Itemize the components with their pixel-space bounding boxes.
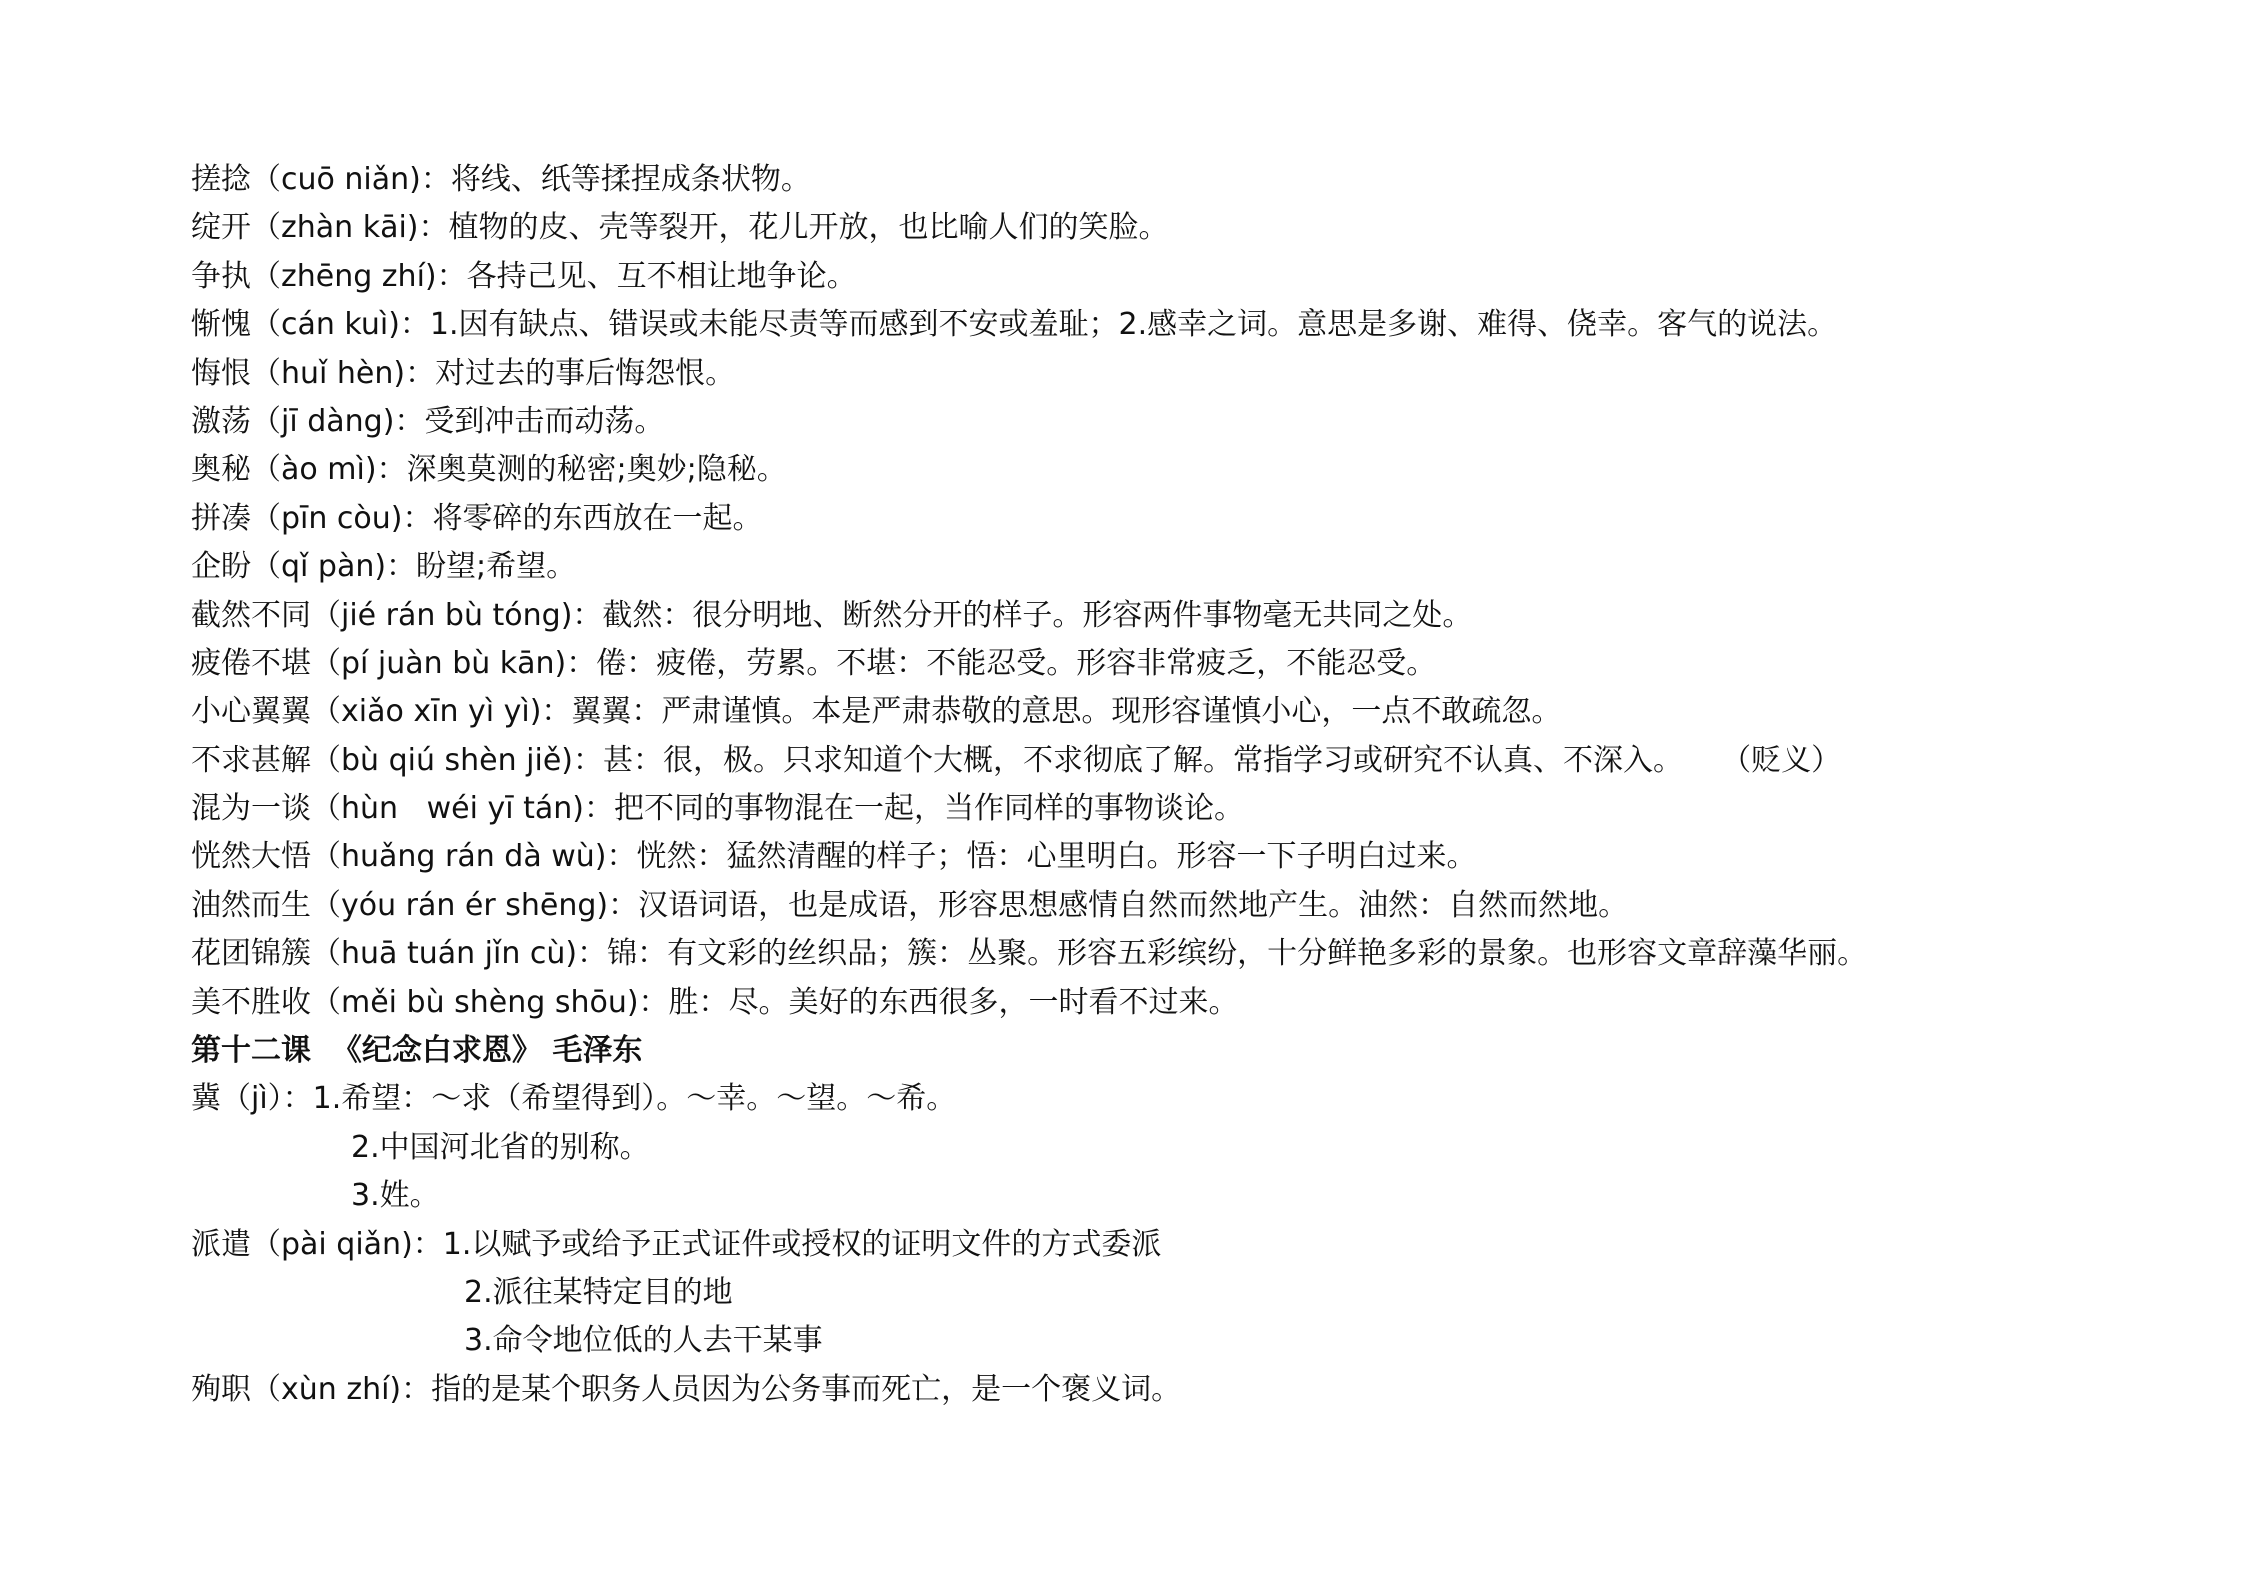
vocab-entry-xunzhi: 殉职（xùn zhí)：指的是某个职务人员因为公务事而死亡，是一个褒义词。 — [191, 1371, 1182, 1407]
vocab-entry-ji-sense: 2.中国河北省的别称。 — [351, 1129, 650, 1165]
vocab-entry: 混为一谈（hùn wéi yī tán)：把不同的事物混在一起，当作同样的事物谈论。 — [191, 791, 1245, 827]
vocab-entry: 小心翼翼（xiǎo xīn yì yì)：翼翼：严肃谨慎。本是严肃恭敬的意思。现形容谨慎小心，一点不敢疏忽。 — [191, 694, 1562, 730]
vocab-entry: 不求甚解（bù qiú shèn jiě)：甚：很，极。只求知道个大概，不求彻底了解。常指学习或研究不认真、不深入。 （贬义） — [191, 742, 1842, 778]
vocab-entry: 奥秘（ào mì)：深奥莫测的秘密;奥妙;隐秘。 — [191, 452, 787, 488]
vocab-entry: 拼凑（pīn còu)：将零碎的东西放在一起。 — [191, 500, 763, 536]
vocab-entry: 激荡（jī dàng)：受到冲击而动荡。 — [191, 403, 665, 439]
vocab-entry: 疲倦不堪（pí juàn bù kān)：倦：疲倦，劳累。不堪：不能忍受。形容非常疲乏，不能忍受。 — [191, 645, 1437, 681]
vocab-entry: 截然不同（jié rán bù tóng)：截然：很分明地、断然分开的样子。形容两件事物毫无共同之处。 — [191, 597, 1473, 633]
vocab-entry-ji-sense: 3.姓。 — [351, 1178, 440, 1214]
vocab-entry: 恍然大悟（huǎng rán dà wù)：恍然：猛然清醒的样子；悟：心里明白。形容一下子明白过来。 — [191, 839, 1477, 875]
vocab-entry: 悔恨（huǐ hèn)：对过去的事后悔怨恨。 — [191, 355, 736, 391]
vocab-entry: 争执（zhēng zhí)：各持己见、互不相让地争论。 — [191, 258, 857, 294]
vocab-entry: 绽开（zhàn kāi)：植物的皮、壳等裂开，花儿开放，也比喻人们的笑脸。 — [191, 210, 1169, 246]
vocab-entry: 美不胜收（měi bù shèng shōu)：胜：尽。美好的东西很多，一时看不过来。 — [191, 984, 1239, 1020]
vocab-entry-paiqian-sense: 3.命令地位低的人去干某事 — [464, 1323, 823, 1359]
vocab-entry-ji: 冀（jì）：1.希望：～求（希望得到）。～幸。～望。～希。 — [191, 1081, 957, 1117]
vocabulary-list — [191, 156, 2191, 1414]
vocab-entry-paiqian-sense: 2.派往某特定目的地 — [464, 1274, 733, 1310]
vocab-entry: 企盼（qǐ pàn)：盼望;希望。 — [191, 549, 577, 585]
vocab-entry: 搓捻（cuō niǎn)：将线、纸等揉捏成条状物。 — [191, 162, 811, 197]
vocab-entry: 油然而生（yóu rán ér shēng)：汉语词语，也是成语，形容思想感情自然而然地产生。油然：自然而然地。 — [191, 887, 1629, 923]
vocab-entry: 惭愧（cán kuì)：1.因有缺点、错误或未能尽责等而感到不安或羞耻；2.感幸之词。意思是多谢、难得、侥幸。客气的说法。 — [191, 307, 1838, 343]
lesson-heading: 第十二课 《纪念白求恩》 毛泽东 — [191, 1033, 643, 1069]
vocab-entry: 花团锦簇（huā tuán jǐn cù)：锦：有文彩的丝织品；簇：丛聚。形容五彩缤纷，十分鲜艳多彩的景象。也形容文章辞藻华丽。 — [191, 936, 1868, 972]
vocab-entry-paiqian: 派遣（pài qiǎn)：1.以赋予或给予正式证件或授权的证明文件的方式委派 — [191, 1226, 1162, 1262]
